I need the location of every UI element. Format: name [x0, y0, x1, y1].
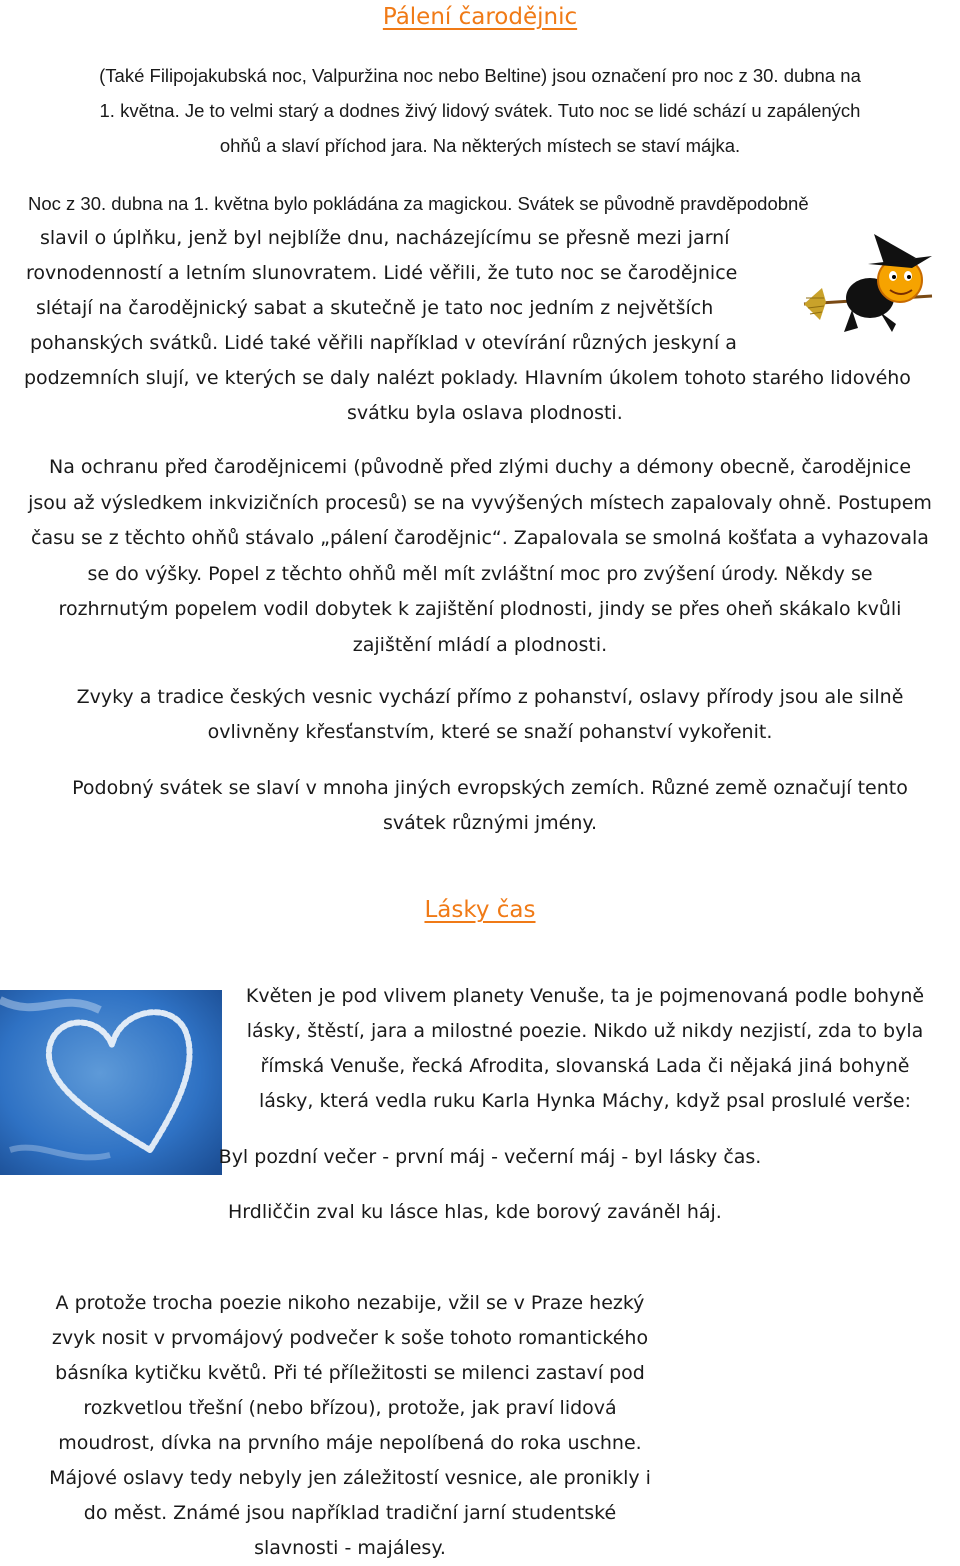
customs-paragraph — [0, 680, 960, 750]
text-line: Květen je pod vlivem planety Venuše, ta je pojmenovaná podle bohyně — [245, 985, 925, 1007]
text-line: rovnodenností a letním slunovratem. Lidé věřili, že tuto noc se čarodějnice — [26, 262, 738, 284]
text-line: 1. května. Je to velmi starý a dodnes živý lidový svátek. Tuto noc se lidé schází u zapálených — [99, 100, 861, 121]
text-line: Noc z 30. dubna na 1. května bylo pokládána za magickou. Svátek se původně pravděpodobně — [28, 193, 809, 214]
europe-paragraph — [0, 771, 960, 841]
protection-paragraph — [0, 450, 960, 663]
witch-on-broom-icon — [800, 228, 940, 338]
text-line: slavnosti - majálesy. — [254, 1537, 446, 1559]
text-line: rozkvetlou třešní (nebo břízou), protože, jak praví lidová — [83, 1397, 617, 1419]
text-line: jsou až výsledkem inkvizičních procesů) se na vyvýšených místech zapalovaly ohně. Postupem — [28, 491, 932, 514]
text-line: podzemních slují, ve kterých se daly nalézt poklady. Hlavním úkolem tohoto starého lidového — [24, 367, 911, 389]
text-line: svátku byla oslava plodnosti. — [347, 402, 623, 424]
text-line: Podobný svátek se slaví v mnoha jiných evropských zemích. Různé země označují tento — [72, 777, 908, 799]
verse-line-2 — [0, 1195, 960, 1230]
text-line: ovlivněny křesťanstvím, které se snaží pohanství vykořenit. — [207, 721, 773, 743]
history-paragraph — [0, 186, 911, 431]
text-line: Byl pozdní večer - první máj - večerní máj - byl lásky čas. — [218, 1146, 762, 1168]
text-line: slavil o úplňku, jenž byl nejblíže dnu, nacházejícímu se přesně mezi jarní — [40, 227, 730, 249]
text-line: moudrost, dívka na prvního máje nepolíbená do roka uschne. — [58, 1432, 642, 1454]
text-line: (Také Filipojakubská noc, Valpuržina noc nebo Beltine) jsou označení pro noc z 30. dubna na — [99, 65, 861, 86]
text-line: Zvyky a tradice českých vesnic vychází přímo z pohanství, oslavy přírody jsou ale silně — [76, 686, 904, 708]
text-line: slétají na čarodějnický sabat a skutečně je tato noc jedním z největších — [36, 297, 714, 319]
prague-paragraph — [0, 1286, 700, 1566]
text-line: času se z těchto ohňů stávalo „pálení čarodějnic“. Zapalovala se smolná košťata a vyhazovala — [31, 527, 929, 549]
venus-paragraph — [225, 979, 945, 1119]
text-line: A protože trocha poezie nikoho nezabije, vžil se v Praze hezký — [55, 1292, 645, 1314]
section-title-paleni: Pálení čarodějnic — [382, 4, 578, 30]
text-line: rozhrnutým popelem vodil dobytek k zajištění plodnosti, jindy se přes oheň skákalo kvůli — [58, 598, 902, 620]
text-line: římská Venuše, řecká Afrodita, slovanská Lada či nějaká jiná bohyně — [260, 1055, 910, 1077]
text-line: zajištění mládí a plodnosti. — [352, 633, 608, 656]
text-line: Hrdliččin zval ku lásce hlas, kde borový zaváněl háj. — [228, 1201, 722, 1223]
text-line: ohňů a slaví příchod jara. Na některých místech se staví májka. — [219, 135, 741, 156]
text-line: lásky, štěstí, jara a milostné poezie. Nikdo už nikdy nezjistí, zda to byla — [246, 1020, 924, 1042]
text-line: lásky, která vedla ruku Karla Hynka Máchy, když psal proslulé verše: — [258, 1090, 911, 1112]
text-line: Na ochranu před čarodějnicemi (původně před zlými duchy a démony obecně, čarodějnice — [48, 456, 912, 478]
text-line: se do výšky. Popel z těchto ohňů měl mít zvláštní moc pro zvýšení úrody. Někdy se — [87, 562, 873, 585]
intro-paragraph — [0, 58, 960, 163]
text-line: do měst. Známé jsou například tradiční jarní studentské — [83, 1502, 617, 1524]
verse-line-1 — [0, 1140, 960, 1175]
text-line: zvyk nosit v prvomájový podvečer k soše tohoto romantického — [51, 1327, 649, 1349]
section-title-lasky-cas: Lásky čas — [424, 897, 536, 923]
text-line: pohanských svátků. Lidé také věřili například v otevírání různých jeskyní a — [30, 332, 737, 354]
text-line: básníka kytičku květů. Při té příležitosti se milenci zastaví pod — [55, 1362, 645, 1384]
text-line: svátek různými jmény. — [382, 812, 597, 834]
text-line: Májové oslavy tedy nebyly jen záležitostí vesnice, ale pronikly i — [49, 1467, 651, 1489]
